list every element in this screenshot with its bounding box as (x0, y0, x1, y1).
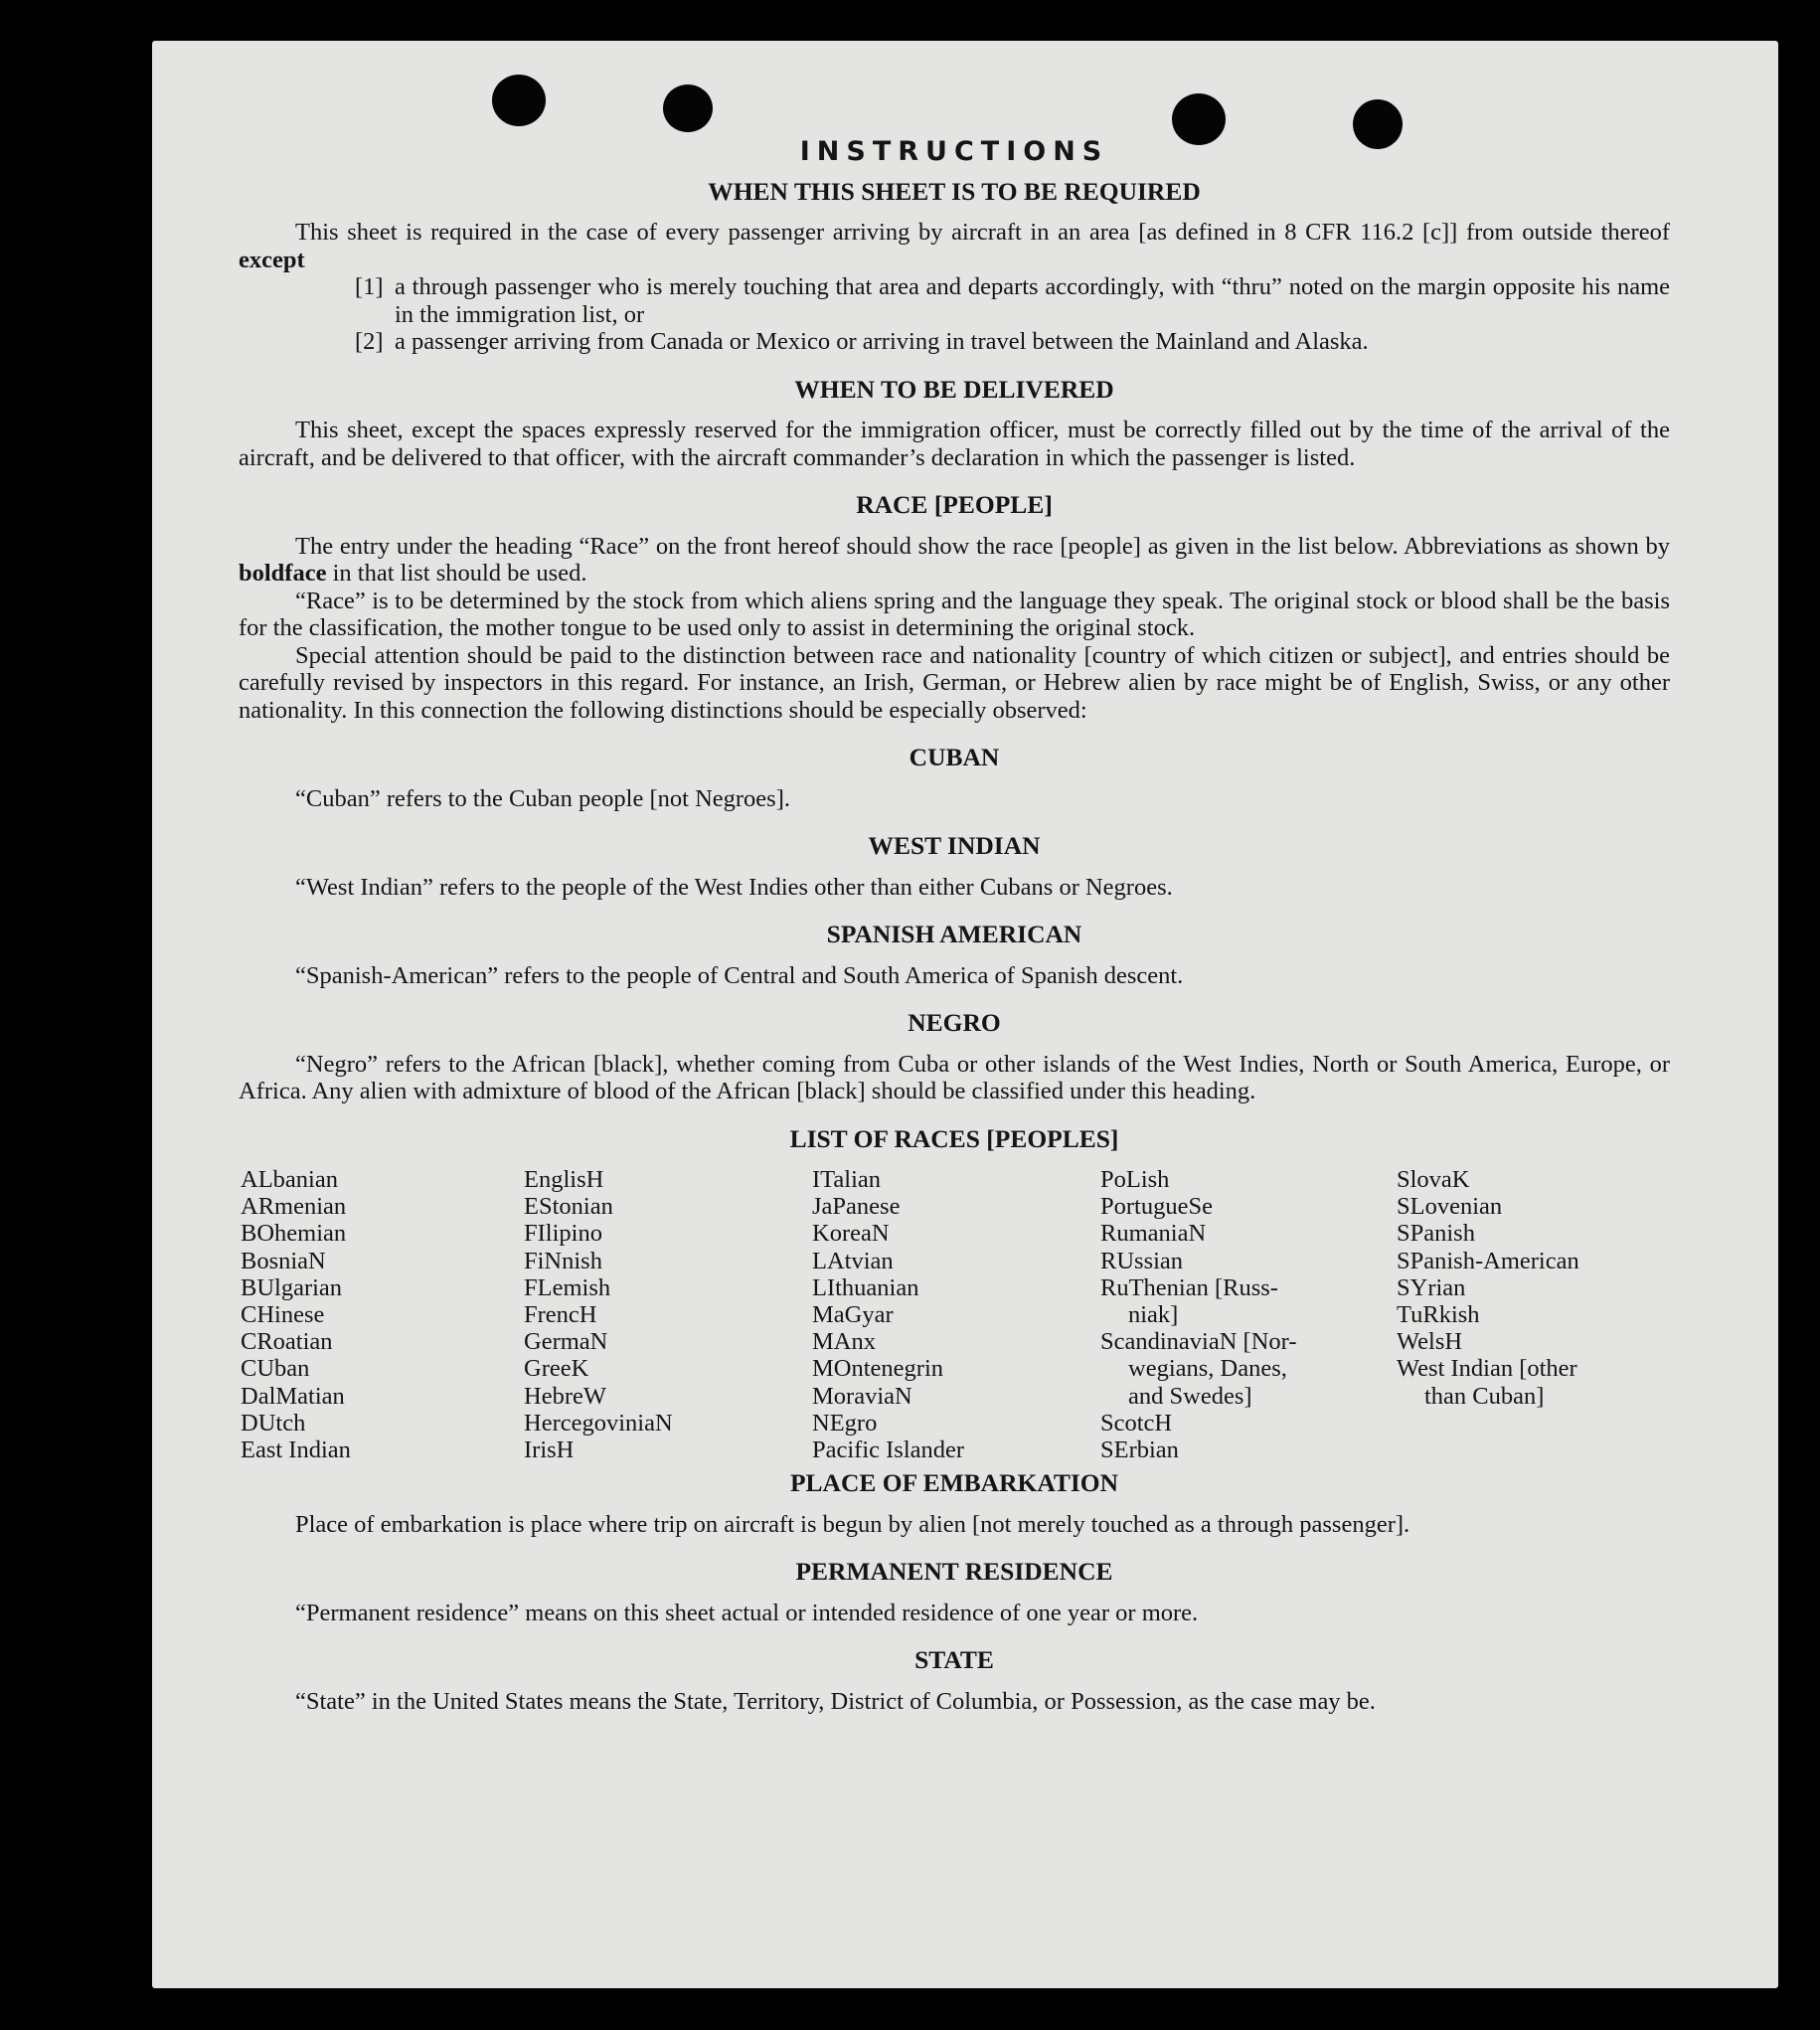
list-item: Pacific Islander (812, 1437, 965, 1464)
list-item: ScandinaviaN [Nor- (1100, 1328, 1297, 1356)
list-item: LIthuanian (812, 1273, 919, 1301)
list-item: EnglisH (524, 1166, 604, 1193)
list-item: MOntenegrin (812, 1355, 943, 1383)
races-list (241, 1166, 1670, 1463)
list-item: RumaniaN (1100, 1220, 1207, 1248)
heading-cuban: CUBAN (909, 743, 1000, 771)
races-column (1397, 1166, 1665, 1463)
list-item: FIlipino (524, 1220, 602, 1248)
list-item: ARmenian (241, 1193, 347, 1221)
races-column (812, 1166, 1100, 1463)
list-item: SLovenian (1397, 1193, 1503, 1221)
heading-when-required: WHEN THIS SHEET IS TO BE REQUIRED (708, 176, 1201, 206)
list-item: FrencH (524, 1301, 597, 1329)
heading-list-of-races: LIST OF RACES [PEOPLES] (789, 1123, 1119, 1153)
list-item: East Indian (241, 1437, 351, 1464)
paragraph-negro: “Negro” refers to the African [black], whether coming from Cuba or other islands of the West Indies, North or South America, Europe, or Africa. Any alien with admixture of blood of the African [black] should be classified under this heading. (239, 1050, 1670, 1104)
heading-place-of-embarkation: PLACE OF EMBARKATION (789, 1468, 1119, 1498)
paragraph-west-indian: “West Indian” refers to the people of the West Indies other than either Cubans or Negroes. (295, 873, 1173, 901)
list-item: CUban (241, 1355, 310, 1383)
instructions-body (239, 138, 1670, 1715)
list-item: CHinese (241, 1301, 325, 1329)
list-item: SPanish (1397, 1220, 1475, 1248)
list-item: JaPanese (812, 1193, 901, 1221)
document-sheet (152, 41, 1778, 1988)
punch-hole (663, 85, 713, 132)
list-item: IrisH (524, 1437, 575, 1464)
list-item: DalMatian (241, 1382, 345, 1410)
heading-spanish-american: SPANISH AMERICAN (826, 920, 1082, 948)
list-item: BosniaN (241, 1247, 326, 1274)
paragraph-cuban: “Cuban” refers to the Cuban people [not Negroes]. (295, 784, 790, 812)
paragraph-state: “State” in the United States means the State, Territory, District of Columbia, or Possession, as the case may be. (295, 1687, 1376, 1715)
list-item: HebreW (524, 1382, 606, 1410)
heading-race: RACE [PEOPLE] (856, 490, 1053, 519)
list-item: West Indian [other (1397, 1355, 1577, 1383)
list-item: MaGyar (812, 1301, 894, 1329)
list-item: niak] (1128, 1301, 1179, 1329)
list-item: FLemish (524, 1273, 611, 1301)
races-column (241, 1166, 524, 1463)
list-item: EStonian (524, 1193, 613, 1221)
paragraph-race-2: “Race” is to be determined by the stock from which aliens spring and the language they speak. The original stock or blood shall be the basis for the classification, the mother tongue to be used only to assist in determining the original stock. (239, 587, 1670, 641)
list-item: TuRkish (1397, 1301, 1480, 1329)
page-title: INSTRUCTIONS (799, 136, 1109, 167)
list-item: than Cuban] (1424, 1382, 1545, 1410)
list-item: SYrian (1397, 1273, 1466, 1301)
list-item: NEgro (812, 1409, 878, 1437)
paragraph-delivered: This sheet, except the spaces expressly reserved for the immigration officer, must be correctly filled out by the time of the arrival of the aircraft, and be delivered to that officer, with the aircraft commander’s declaration in which the passenger is listed. (239, 417, 1670, 471)
paragraph-residence: “Permanent residence” means on this sheet actual or intended residence of one year or more. (295, 1599, 1199, 1626)
races-column (1100, 1166, 1397, 1463)
heading-when-delivered: WHEN TO BE DELIVERED (794, 374, 1114, 404)
list-item: and Swedes] (1128, 1382, 1252, 1410)
list-item: SlovaK (1397, 1166, 1470, 1193)
list-item: HercegoviniaN (524, 1409, 673, 1437)
list-item: PortugueSe (1100, 1193, 1213, 1221)
list-item: RuThenian [Russ- (1100, 1273, 1278, 1301)
list-item: ScotcH (1100, 1409, 1173, 1437)
paragraph-race-1: The entry under the heading “Race” on the front hereof should show the race [people] as given in the list below. Abbreviations as shown by boldface in that list should be used. (239, 532, 1670, 587)
list-item: BUlgarian (241, 1273, 343, 1301)
paragraph-race-3: Special attention should be paid to the distinction between race and nationality [country of which citizen or subject], and entries should be carefully revised by inspectors in this regard. For instance, an Irish, German, or Hebrew alien by race might be of English, Swiss, or any other nationality. In this connection the following distinctions should be especially observed: (239, 641, 1670, 724)
list-item: DUtch (241, 1409, 306, 1437)
list-item: BOhemian (241, 1220, 347, 1248)
heading-west-indian: WEST INDIAN (868, 831, 1041, 860)
list-item: CRoatian (241, 1328, 333, 1356)
list-item: RUssian (1100, 1247, 1184, 1274)
heading-permanent-residence: PERMANENT RESIDENCE (795, 1557, 1113, 1587)
list-item: GreeK (524, 1355, 589, 1383)
list-item: MoraviaN (812, 1382, 912, 1410)
list-item: PoLish (1100, 1166, 1170, 1193)
heading-state: STATE (914, 1645, 994, 1675)
list-item: SErbian (1100, 1437, 1179, 1464)
list-item: LAtvian (812, 1247, 894, 1274)
list-item: MAnx (812, 1328, 876, 1356)
list-item: GermaN (524, 1328, 608, 1356)
list-item: ALbanian (241, 1166, 338, 1193)
paragraph-spanish-american: “Spanish-American” refers to the people of Central and South America of Spanish descent. (295, 961, 1184, 989)
heading-negro: NEGRO (908, 1008, 1001, 1037)
list-item: wegians, Danes, (1128, 1355, 1287, 1383)
paragraph-required: This sheet is required in the case of every passenger arriving by aircraft in an area [as defined in 8 CFR 116.2 [c]] from outside thereof except (239, 219, 1670, 273)
races-column (524, 1166, 812, 1463)
list-item: WelsH (1397, 1328, 1463, 1356)
list-item: ITalian (812, 1166, 882, 1193)
list-item: [1] a through passenger who is merely touching that area and departs accordingly, with “thru” noted on the margin opposite his name in the immigration list, or (355, 273, 1670, 328)
punch-hole (492, 75, 546, 126)
paragraph-embarkation: Place of embarkation is place where trip on aircraft is begun by alien [not merely touched as a through passenger]. (295, 1510, 1410, 1538)
list-item: KoreaN (812, 1220, 890, 1248)
list-item: SPanish-American (1397, 1247, 1579, 1274)
list-item: FiNnish (524, 1247, 602, 1274)
list-item: [2] a passenger arriving from Canada or Mexico or arriving in travel between the Mainland and Alaska. (355, 328, 1369, 355)
